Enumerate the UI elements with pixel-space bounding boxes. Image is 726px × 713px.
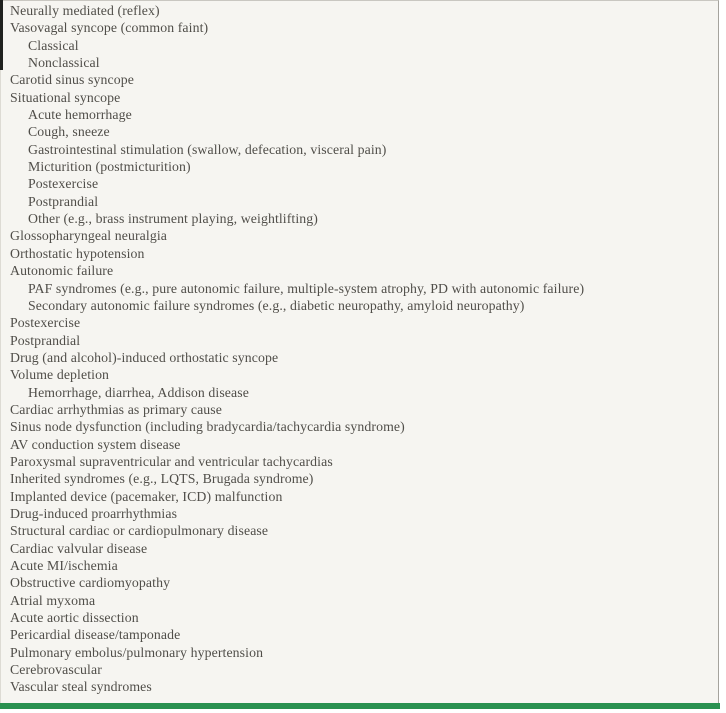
list-item: Carotid sinus syncope bbox=[10, 72, 134, 88]
list-item: Glossopharyngeal neuralgia bbox=[10, 228, 167, 244]
list-item: Volume depletion bbox=[10, 367, 110, 383]
list-item: Classical bbox=[28, 37, 79, 53]
list-item: Acute aortic dissection bbox=[10, 610, 139, 626]
left-border-tick bbox=[0, 0, 3, 70]
list-item: AV conduction system disease bbox=[10, 436, 181, 452]
list-item: Pulmonary embolus/pulmonary hypertension bbox=[10, 644, 264, 660]
list-item: Cardiac arrhythmias as primary cause bbox=[10, 401, 223, 417]
list-item: Postprandial bbox=[28, 193, 99, 209]
list-item: Pericardial disease/tamponade bbox=[10, 627, 181, 643]
list-item: Secondary autonomic failure syndromes (e.g., diabetic neuropathy, amyloid neuropathy) bbox=[28, 297, 525, 313]
list-item: Structural cardiac or cardiopulmonary disease bbox=[10, 523, 269, 539]
list-item: PAF syndromes (e.g., pure autonomic failure, multiple-system atrophy, PD with autonomic failure) bbox=[28, 280, 585, 296]
list-item: Vasovagal syncope (common faint) bbox=[10, 20, 209, 36]
list-item: Postexercise bbox=[10, 315, 81, 331]
list-item: Postprandial bbox=[10, 332, 81, 348]
list-item: Cardiac valvular disease bbox=[10, 540, 148, 556]
list-item: Cough, sneeze bbox=[28, 124, 110, 140]
list-item: Drug (and alcohol)-induced orthostatic syncope bbox=[10, 349, 279, 365]
list-item: Situational syncope bbox=[10, 89, 121, 105]
list-item: Neurally mediated (reflex) bbox=[10, 3, 160, 18]
list-item: Other (e.g., brass instrument playing, weightlifting) bbox=[28, 211, 318, 227]
list-item: Autonomic failure bbox=[10, 263, 114, 279]
list-item: Inherited syndromes (e.g., LQTS, Brugada syndrome) bbox=[10, 471, 314, 487]
list-item: Cerebrovascular bbox=[10, 662, 102, 678]
list-item: Orthostatic hypotension bbox=[10, 245, 145, 261]
bottom-accent-bar bbox=[0, 703, 720, 709]
list-item: Sinus node dysfunction (including bradycardia/tachycardia syndrome) bbox=[10, 419, 405, 435]
list-item: Vascular steal syndromes bbox=[10, 679, 152, 695]
list-item: Atrial myxoma bbox=[10, 592, 96, 608]
list-item: Implanted device (pacemaker, ICD) malfunction bbox=[10, 488, 283, 504]
list-item: Drug-induced proarrhythmias bbox=[10, 505, 178, 521]
list-item: Postexercise bbox=[28, 176, 99, 192]
list-item: Acute hemorrhage bbox=[28, 107, 132, 123]
list-item: Obstructive cardiomyopathy bbox=[10, 575, 171, 591]
list-item: Hemorrhage, diarrhea, Addison disease bbox=[28, 384, 249, 400]
list-item: Acute MI/ischemia bbox=[10, 558, 118, 573]
list-item: Gastrointestinal stimulation (swallow, defecation, visceral pain) bbox=[28, 141, 387, 157]
list-item: Nonclassical bbox=[28, 55, 100, 71]
list-item: Micturition (postmicturition) bbox=[28, 159, 191, 175]
list-item: Paroxysmal supraventricular and ventricular tachycardias bbox=[10, 453, 333, 469]
cause-list bbox=[1, 1, 718, 696]
